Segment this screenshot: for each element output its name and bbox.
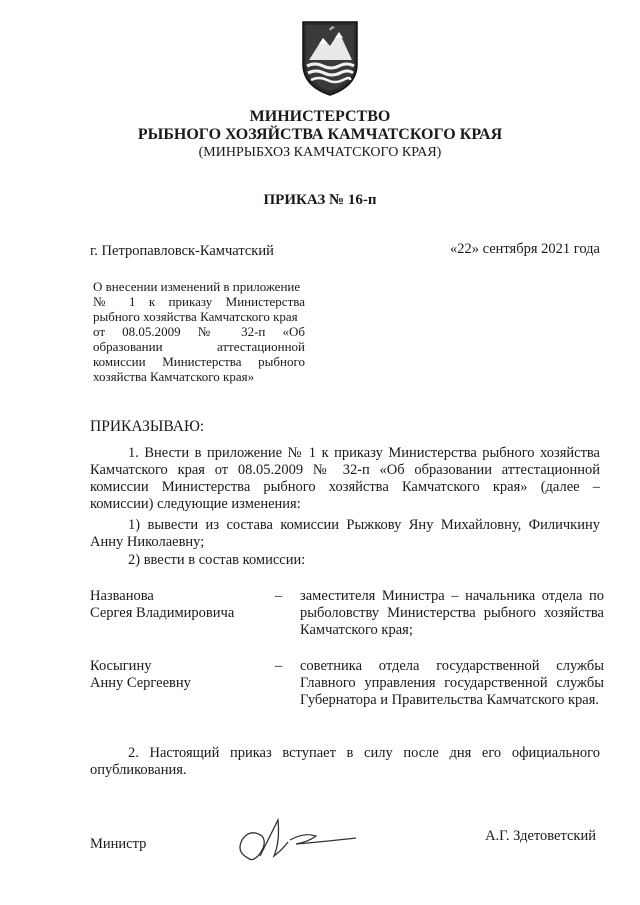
paragraph-item-1-1: 1) вывести из состава комиссии Рыжкову Яну Михайловну, Филичкину Анну Николаевну;	[90, 517, 600, 550]
document-place: г. Петропавловск-Камчатский	[90, 243, 274, 259]
coat-of-arms-emblem	[299, 18, 361, 98]
subject-line: № 1 к приказу Министерства	[93, 294, 305, 309]
member-surname: Косыгину	[90, 658, 152, 674]
ministry-short-name: (МИНРЫБХОЗ КАМЧАТСКОГО КРАЯ)	[198, 145, 442, 160]
member-given-names: Сергея Владимировича	[90, 605, 235, 621]
order-title: ПРИКАЗ № 16-п	[263, 192, 377, 208]
paragraph-item-1-2: 2) ввести в состав комиссии:	[128, 552, 306, 568]
ministry-title-line1: МИНИСТЕРСТВО	[249, 108, 391, 125]
kamchatka-coat-of-arms-icon	[299, 18, 361, 98]
signatory-position: Министр	[90, 836, 147, 852]
subject-line: хозяйства Камчатского края»	[93, 369, 255, 384]
member-dash: –	[275, 588, 283, 604]
subject-line: О внесении изменений в приложение	[93, 279, 301, 294]
subject-line: образовании аттестационной	[93, 339, 305, 354]
handwritten-signature	[228, 812, 368, 872]
order-subject	[93, 279, 305, 384]
subject-line: комиссии Министерства рыбного	[93, 354, 305, 369]
paragraph-item-1: 1. Внести в приложение № 1 к приказу Министерства рыбного хозяйства Камчатского края от 08.05.2009 № 32-п «Об образовании аттестационной комиссии Министерства рыбного хозяйства Камчатского края» (далее – комиссии) следующие изменения:	[90, 445, 600, 512]
ministry-title-line2: РЫБНОГО ХОЗЯЙСТВА КАМЧАТСКОГО КРАЯ	[137, 126, 503, 143]
member-role: советника отдела государственной службы Главного управления государственной службы Губернатора и Правительства Камчатского края.	[300, 658, 604, 708]
subject-line: от 08.05.2009 № 32-п «Об	[93, 324, 305, 339]
paragraph-item-2: 2. Настоящий приказ вступает в силу после дня его официального опубликования.	[90, 745, 600, 778]
subject-line: рыбного хозяйства Камчатского края	[93, 309, 298, 324]
document-date: «22» сентября 2021 года	[449, 241, 600, 257]
member-dash: –	[275, 658, 283, 674]
member-given-names: Анну Сергеевну	[90, 675, 191, 691]
signatory-name: А.Г. Здетоветский	[485, 828, 596, 844]
member-role: заместителя Министра – начальника отдела по рыболовству Министерства рыбного хозяйства Камчатского края;	[300, 588, 604, 638]
member-name	[90, 658, 270, 692]
member-name	[90, 588, 270, 622]
member-surname: Названова	[90, 588, 154, 604]
directive-heading: ПРИКАЗЫВАЮ:	[90, 418, 205, 435]
